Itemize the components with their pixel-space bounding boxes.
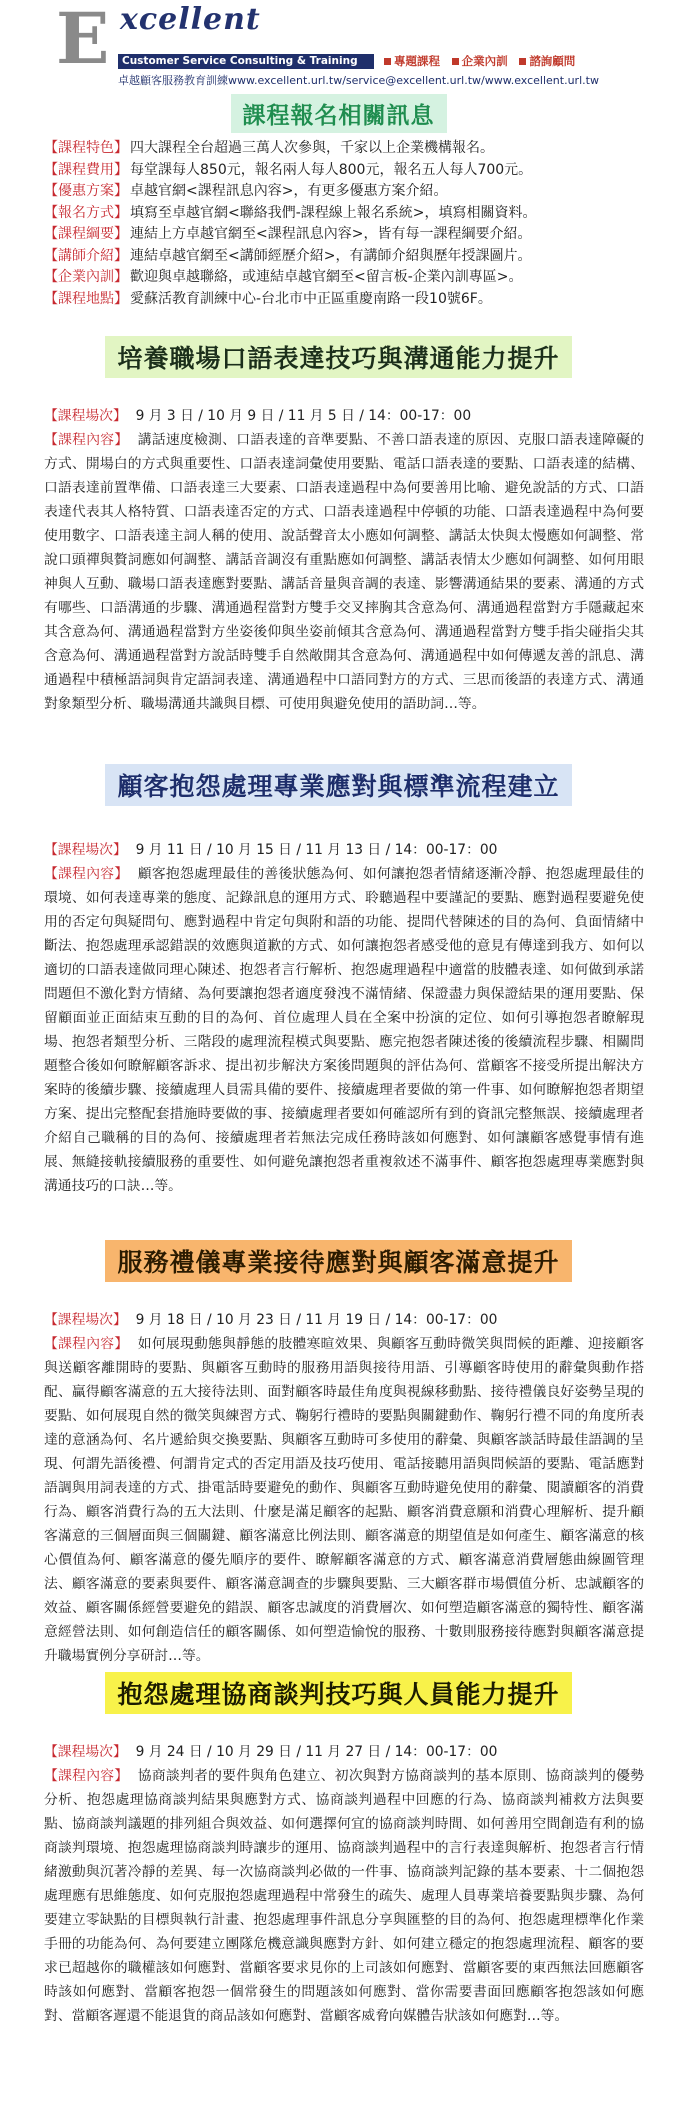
course-schedule: 【 課程場次 】 9 月 18 日 / 10 月 23 日 / 11 月 19 日 / 14：00-17：00 — [44, 1308, 644, 1332]
header-nav — [384, 53, 583, 69]
course-schedule: 【 課程場次 】 9 月 24 日 / 10 月 29 日 / 11 月 27 日 / 14：00-17：00 — [44, 1740, 644, 1764]
course-content: 【 課程內容 】 協商談判者的要件與角色建立、初次與對方協商談判的基本原則、協商談判的優勢分析、抱怨處理協商談判結果與應對方式、協商談判過程中回應的行為、協商談判補救方法與要點、協商談判議題的排列組合與效益、如何選擇何宜的協商談判時間、如何善用空間創造有利的協商談判環境、抱怨處理協商談判時讓步的運用、協商談判過程中的言行表達與解析、抱怨者言行情緒激動與沉著冷靜的差異、每一次協商談判必做的一件事、協商談判記錄的基本要素、十二個抱怨處理應有思維態度、如何克服抱怨處理過程中常發生的疏失、處理人員專業培養要點與步驟、為何要建立零缺點的目標與執行計畫、抱怨處理事件訊息分享與匯整的目的為何、抱怨處理標準化作業手冊的功能為何、為何要建立團隊危機意識與應對方針、如何建立穩定的抱怨處理流程、顧客的要求已超越你的職權該如何應對、當顧客要求見你的上司該如何應對、當顧客要的東西無法回應顧客時該如何應對、當顧客抱怨一個常發生的問題該如何應對、當你需要書面回應顧客抱怨該如何應對、當顧客遲還不能退貨的商品該如何應對、當顧客威脅向媒體告狀該如何應對…等。 — [44, 1764, 644, 2028]
course-block — [44, 1740, 644, 2028]
info-row: 【 報名方式 】 填寫至卓越官網<聯絡我們-課程線上報名系統>，填寫相關資料。 — [44, 203, 644, 225]
logo-tagline: Customer Service Consulting & Training — [118, 54, 374, 69]
nav-item-topics[interactable]: 專題課程 — [384, 54, 440, 68]
square-bullet-icon — [519, 58, 526, 65]
course-block — [44, 1308, 644, 1668]
course-schedule: 【 課程場次 】 9 月 11 日 / 10 月 15 日 / 11 月 13 日 / 14：00-17：00 — [44, 838, 644, 862]
info-row: 【 課程地點 】 愛蘇活教育訓練中心-台北市中正區重慶南路一段10號6F。 — [44, 289, 644, 311]
info-row: 【 優惠方案 】 卓越官網<課程訊息內容>，有更多優惠方案介紹。 — [44, 181, 644, 203]
square-bullet-icon — [384, 58, 391, 65]
course-title-banner — [0, 336, 677, 378]
course-title-banner — [0, 764, 677, 806]
info-title-banner — [0, 94, 677, 133]
info-title: 課程報名相關訊息 — [231, 94, 447, 133]
nav-item-consulting[interactable]: 諮詢顧問 — [519, 54, 575, 68]
info-row: 【 企業內訓 】 歡迎與卓越聯絡，或連結卓越官網至<留言板-企業內訓專區>。 — [44, 267, 644, 289]
site-header — [0, 0, 677, 88]
course-title-banner — [0, 1240, 677, 1282]
course-title: 服務禮儀專業接待應對與顧客滿意提升 — [105, 1240, 571, 1282]
logo-word: xcellent — [120, 2, 261, 37]
info-row: 【 課程特色 】 四大課程全台超過三萬人次參與，千家以上企業機構報名。 — [44, 138, 644, 160]
course-schedule: 【 課程場次 】 9 月 3 日 / 10 月 9 日 / 11 月 5 日 / 14：00-17：00 — [44, 404, 644, 428]
course-title-banner — [0, 1672, 677, 1714]
square-bullet-icon — [452, 58, 459, 65]
info-list — [44, 138, 644, 310]
logo-letter: E — [56, 0, 110, 80]
nav-item-inhouse[interactable]: 企業內訓 — [452, 54, 508, 68]
course-block — [44, 838, 644, 1198]
header-subline: 卓越顧客服務教育訓練www.excellent.url.tw/service@excellent.url.tw/www.excellent.url.tw — [118, 74, 599, 87]
course-block — [44, 404, 644, 716]
course-title: 培養職場口語表達技巧與溝通能力提升 — [105, 336, 571, 378]
course-content: 【 課程內容 】 顧客抱怨處理最佳的善後狀態為何、如何讓抱怨者情緒逐漸冷靜、抱怨處理最佳的環境、如何表達專業的態度、記錄訊息的運用方式、聆聽過程中要謹記的要點、應對過程要避免使用的否定句與疑問句、應對過程中肯定句與附和語的功能、提問代替陳述的目的為何、負面情緒中斷法、抱怨處理承認錯誤的效應與道歉的方式、如何讓抱怨者感受他的意見有傳達到我方、如何以適切的口語表達做同理心陳述、抱怨者言行解析、抱怨處理過程中適當的肢體表達、如何做到承諾問題但不激化對方情緒、為何要讓抱怨者適度發洩不滿情緒、保證盡力與保證結果的運用要點、保留顧面並正面結束互動的目的為何、首位處理人員在全案中扮演的定位、如何引導抱怨者瞭解現場、抱怨者類型分析、三階段的處理流程模式與要點、應完抱怨者陳述後的後續流程步驟、相關問題整合後如何瞭解顧客訴求、提出初步解決方案後問題與的評估為何、當顧客不接受所提出解決方案時的後續步驟、接續處理人員需具備的要件、接續處理者要做的第一件事、如何瞭解抱怨者期望方案、提出完整配套措施時要做的事、接續處理者要如何確認所有到的資訊完整無誤、接續處理者介紹自己職稱的目的為何、接續處理者若無法完成任務時該如何應對、如何讓顧客感覺事情有進展、無縫接軌接續服務的重要性、如何避免讓抱怨者重複敘述不滿事件、顧客抱怨處理專業應對與溝通技巧的口訣…等。 — [44, 862, 644, 1198]
info-row: 【 課程綱要 】 連結上方卓越官網至<課程訊息內容>，皆有每一課程綱要介紹。 — [44, 224, 644, 246]
course-content: 【 課程內容 】 講話速度檢測、口語表達的音準要點、不善口語表達的原因、克服口語表達障礙的方式、開場白的方式與重要性、口語表達詞彙使用要點、電話口語表達的要點、口語表達的結構、口語表達前置準備、口語表達三大要素、口語表達過程中為何要善用比喻、避免說話的方式、口語表達代表其人格特質、口語表達否定的方式、口語表達過程中停頓的功能、口語表達過程中為何要使用數字、口語表達主詞人稱的使用、說話聲音太小應如何調整、講話太快與太慢應如何調整、常說口頭禪與贅詞應如何調整、講話音調沒有重點應如何調整、講話表情太少應如何調整、如何用眼神與人互動、職場口語表達應對要點、講話音量與音調的表達、影響溝通結果的要素、溝通的方式有哪些、口語溝通的步驟、溝通過程當對方雙手交叉摔胸其含意為何、溝通過程當對方手隱藏起來其含意為何、溝通過程當對方坐姿後仰與坐姿前傾其含意為何、溝通過程當對方雙手指尖碰指尖其含意為何、溝通過程當對方說話時雙手自然敞開其含意為何、溝通過程中如何傳遞友善的訊息、溝通過程中積極語詞與肯定語詞表達、溝通過程中口語同對方的方式、三思而後語的表達方式、溝通對象類型分析、職場溝通共識與目標、可使用與避免使用的語助詞…等。 — [44, 428, 644, 716]
course-title: 顧客抱怨處理專業應對與標準流程建立 — [105, 764, 571, 806]
info-row: 【 講師介紹 】 連結卓越官網至<講師經歷介紹>，有講師介紹與歷年授課圖片。 — [44, 246, 644, 268]
info-row: 【 課程費用 】 每堂課每人850元，報名兩人每人800元，報名五人每人700元。 — [44, 160, 644, 182]
course-content: 【 課程內容 】 如何展現動態與靜態的肢體寒暄效果、與顧客互動時微笑與問候的距離、迎接顧客與送顧客離開時的要點、與顧客互動時的服務用語與接待用語、引導顧客時使用的辭彙與動作搭配、贏得顧客滿意的五大接待法則、面對顧客時最佳角度與視線移動點、接待禮儀良好姿勢呈現的要點、如何展現自然的微笑與練習方式、鞠躬行禮時的要點與關鍵動作、鞠躬行禮不同的角度所表達的意涵為何、名片遞給與交換要點、與顧客互動時可多使用的辭彙、與顧客談話時最佳語調的呈現、何謂先語後禮、何謂肯定式的否定用語及技巧使用、電話接聽用語與問候語的要點、電話應對語調與用詞表達的方式、掛電話時要避免的動作、與顧客互動時避免使用的辭彙、閱讀顧客的消費行為、顧客消費行為的五大法則、什麼是滿足顧客的起點、顧客消費意願和消費心理解析、提升顧客滿意的三個層面與三個關鍵、顧客滿意比例法則、顧客滿意的期望值是如何產生、顧客滿意的核心價值為何、顧客滿意的優先順序的要件、瞭解顧客滿意的方式、顧客滿意消費層態曲線圖管理法、顧客滿意的要素與要件、顧客滿意調查的步驟與要點、三大顧客群市場價值分析、忠誠顧客的效益、顧客關係經營要避免的錯誤、顧客忠誠度的消費層次、如何塑造顧客滿意的獨特性、顧客滿意經營法則、如何創造信任的顧客關係、如何塑造愉悅的服務、十數則服務接待應對與顧客滿意提升職場實例分享研討…等。 — [44, 1332, 644, 1668]
course-title: 抱怨處理協商談判技巧與人員能力提升 — [105, 1672, 571, 1714]
